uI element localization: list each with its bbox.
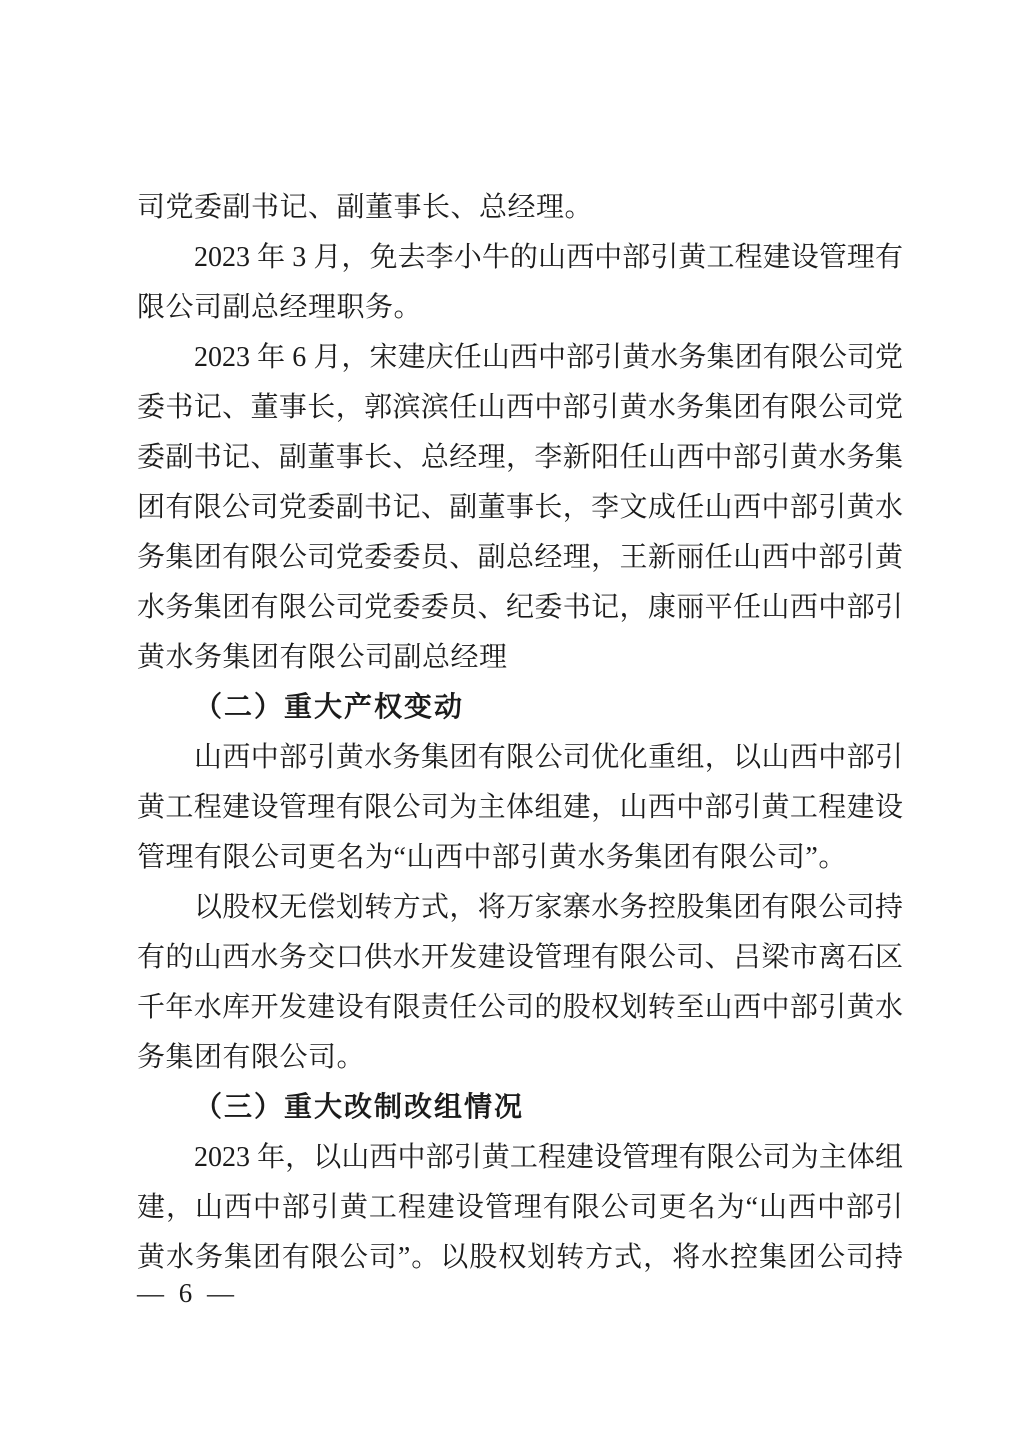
document-line: 黄工程建设管理有限公司为主体组建，山西中部引黄工程建设 (137, 792, 903, 823)
document-line: 务集团有限公司。 (137, 1042, 366, 1073)
document-line: 委副书记、副董事长、总经理，李新阳任山西中部引黄水务集 (137, 442, 903, 473)
section-heading: （二）重大产权变动 (194, 692, 465, 723)
document-line: 黄水务集团有限公司”。以股权划转方式，将水控集团公司持 (137, 1242, 903, 1273)
page-number: — 6 — (137, 1278, 238, 1308)
document-line: 建，山西中部引黄工程建设管理有限公司更名为“山西中部引 (137, 1192, 903, 1223)
document-line: 山西中部引黄水务集团有限公司优化重组，以山西中部引 (194, 742, 903, 773)
document-line: 千年水库开发建设有限责任公司的股权划转至山西中部引黄水 (137, 992, 903, 1023)
document-line: 以股权无偿划转方式，将万家寨水务控股集团有限公司持 (194, 892, 903, 923)
document-line: 司党委副书记、副董事长、总经理。 (137, 192, 594, 223)
document-line: 2023 年 6 月，宋建庆任山西中部引黄水务集团有限公司党 (194, 342, 903, 373)
section-heading: （三）重大改制改组情况 (194, 1092, 525, 1123)
document-line: 管理有限公司更名为“山西中部引黄水务集团有限公司”。 (137, 842, 847, 873)
document-line: 团有限公司党委副书记、副董事长，李文成任山西中部引黄水 (137, 492, 903, 523)
document-line: 限公司副总经理职务。 (137, 292, 423, 323)
document-line: 务集团有限公司党委委员、副总经理，王新丽任山西中部引黄 (137, 542, 903, 573)
document-line: 水务集团有限公司党委委员、纪委书记，康丽平任山西中部引 (137, 592, 903, 623)
document-line: 黄水务集团有限公司副总经理 (137, 642, 508, 673)
document-line: 有的山西水务交口供水开发建设管理有限公司、吕梁市离石区 (137, 942, 903, 973)
document-line: 2023 年 3 月，免去李小牛的山西中部引黄工程建设管理有 (194, 242, 903, 273)
document-body (137, 183, 903, 1283)
document-line: 委书记、董事长，郭滨滨任山西中部引黄水务集团有限公司党 (137, 392, 903, 423)
document-line: 2023 年，以山西中部引黄工程建设管理有限公司为主体组 (194, 1142, 903, 1173)
